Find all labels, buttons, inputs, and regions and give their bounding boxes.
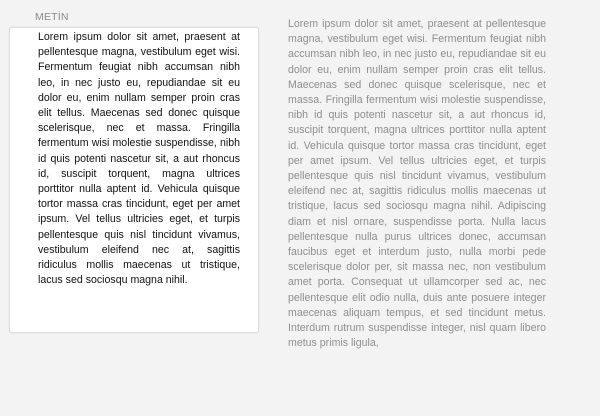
metin-field-label: METİN <box>35 11 69 23</box>
metin-textarea-content[interactable]: Lorem ipsum dolor sit amet, praesent at pellentesque magna, vestibulum eget wisi. Fermentum feugiat nibh accumsan nibh leo, in nec justo eu, repudiandae sit eu dolor eu, enim nullam semper proin cras elit tellus. Maecenas sed donec quisque scelerisque, nec et massa. Fringilla fermentum wisi molestie suspendisse, nibh id quis potenti nascetur sit, a aut rhoncus id, suscipit torquent, magna ultrices porttitor nulla aptent id. Vehicula quisque tortor massa cras tincidunt, eget per amet ipsum. Vel tellus ultricies eget, et turpis pellentesque quis nisl tincidunt vivamus, vestibulum eleifend nec at, sagittis ridiculus mollis maecenas ut tristique, lacus sed sociosqu magna nihil. <box>38 31 240 287</box>
text-preview: Lorem ipsum dolor sit amet, praesent at pellentesque magna, vestibulum eget wisi. Fermentum feugiat nibh accumsan nibh leo, in nec justo eu, repudiandae sit eu dolor eu, enim nullam semper proin cras elit tellus. Maecenas sed donec quisque scelerisque, nec et massa. Fringilla fermentum wisi molestie suspendisse, nibh id quis potenti nascetur sit, a aut rhoncus id, suscipit torquent, magna ultrices porttitor nulla aptent id. Vehicula quisque tortor massa cras tincidunt, eget per amet ipsum. Vel tellus ultricies eget, et turpis pellentesque quis nisl tincidunt vivamus, vestibulum eleifend nec at, sagittis ridiculus mollis maecenas ut tristique, lacus sed sociosqu magna nihil. Adipiscing diam et nisl ornare, suspendisse porta. Nulla lacus pellentesque nulla purus ultrices donec, accumsan faucibus eget et interdum justo, nulla morbi pede scelerisque dolor per, sit massa nec, non vestibulum amet porta. Consequat ut ullamcorper sed ac, nec pellentesque elit odio nulla, duis ante posuere integer maecenas aliquam tempus, et sed tincidunt metus. Interdum rutrum suspendisse integer, nisl quam libero metus primis ligula, <box>288 18 546 350</box>
metin-textarea[interactable] <box>9 27 259 333</box>
